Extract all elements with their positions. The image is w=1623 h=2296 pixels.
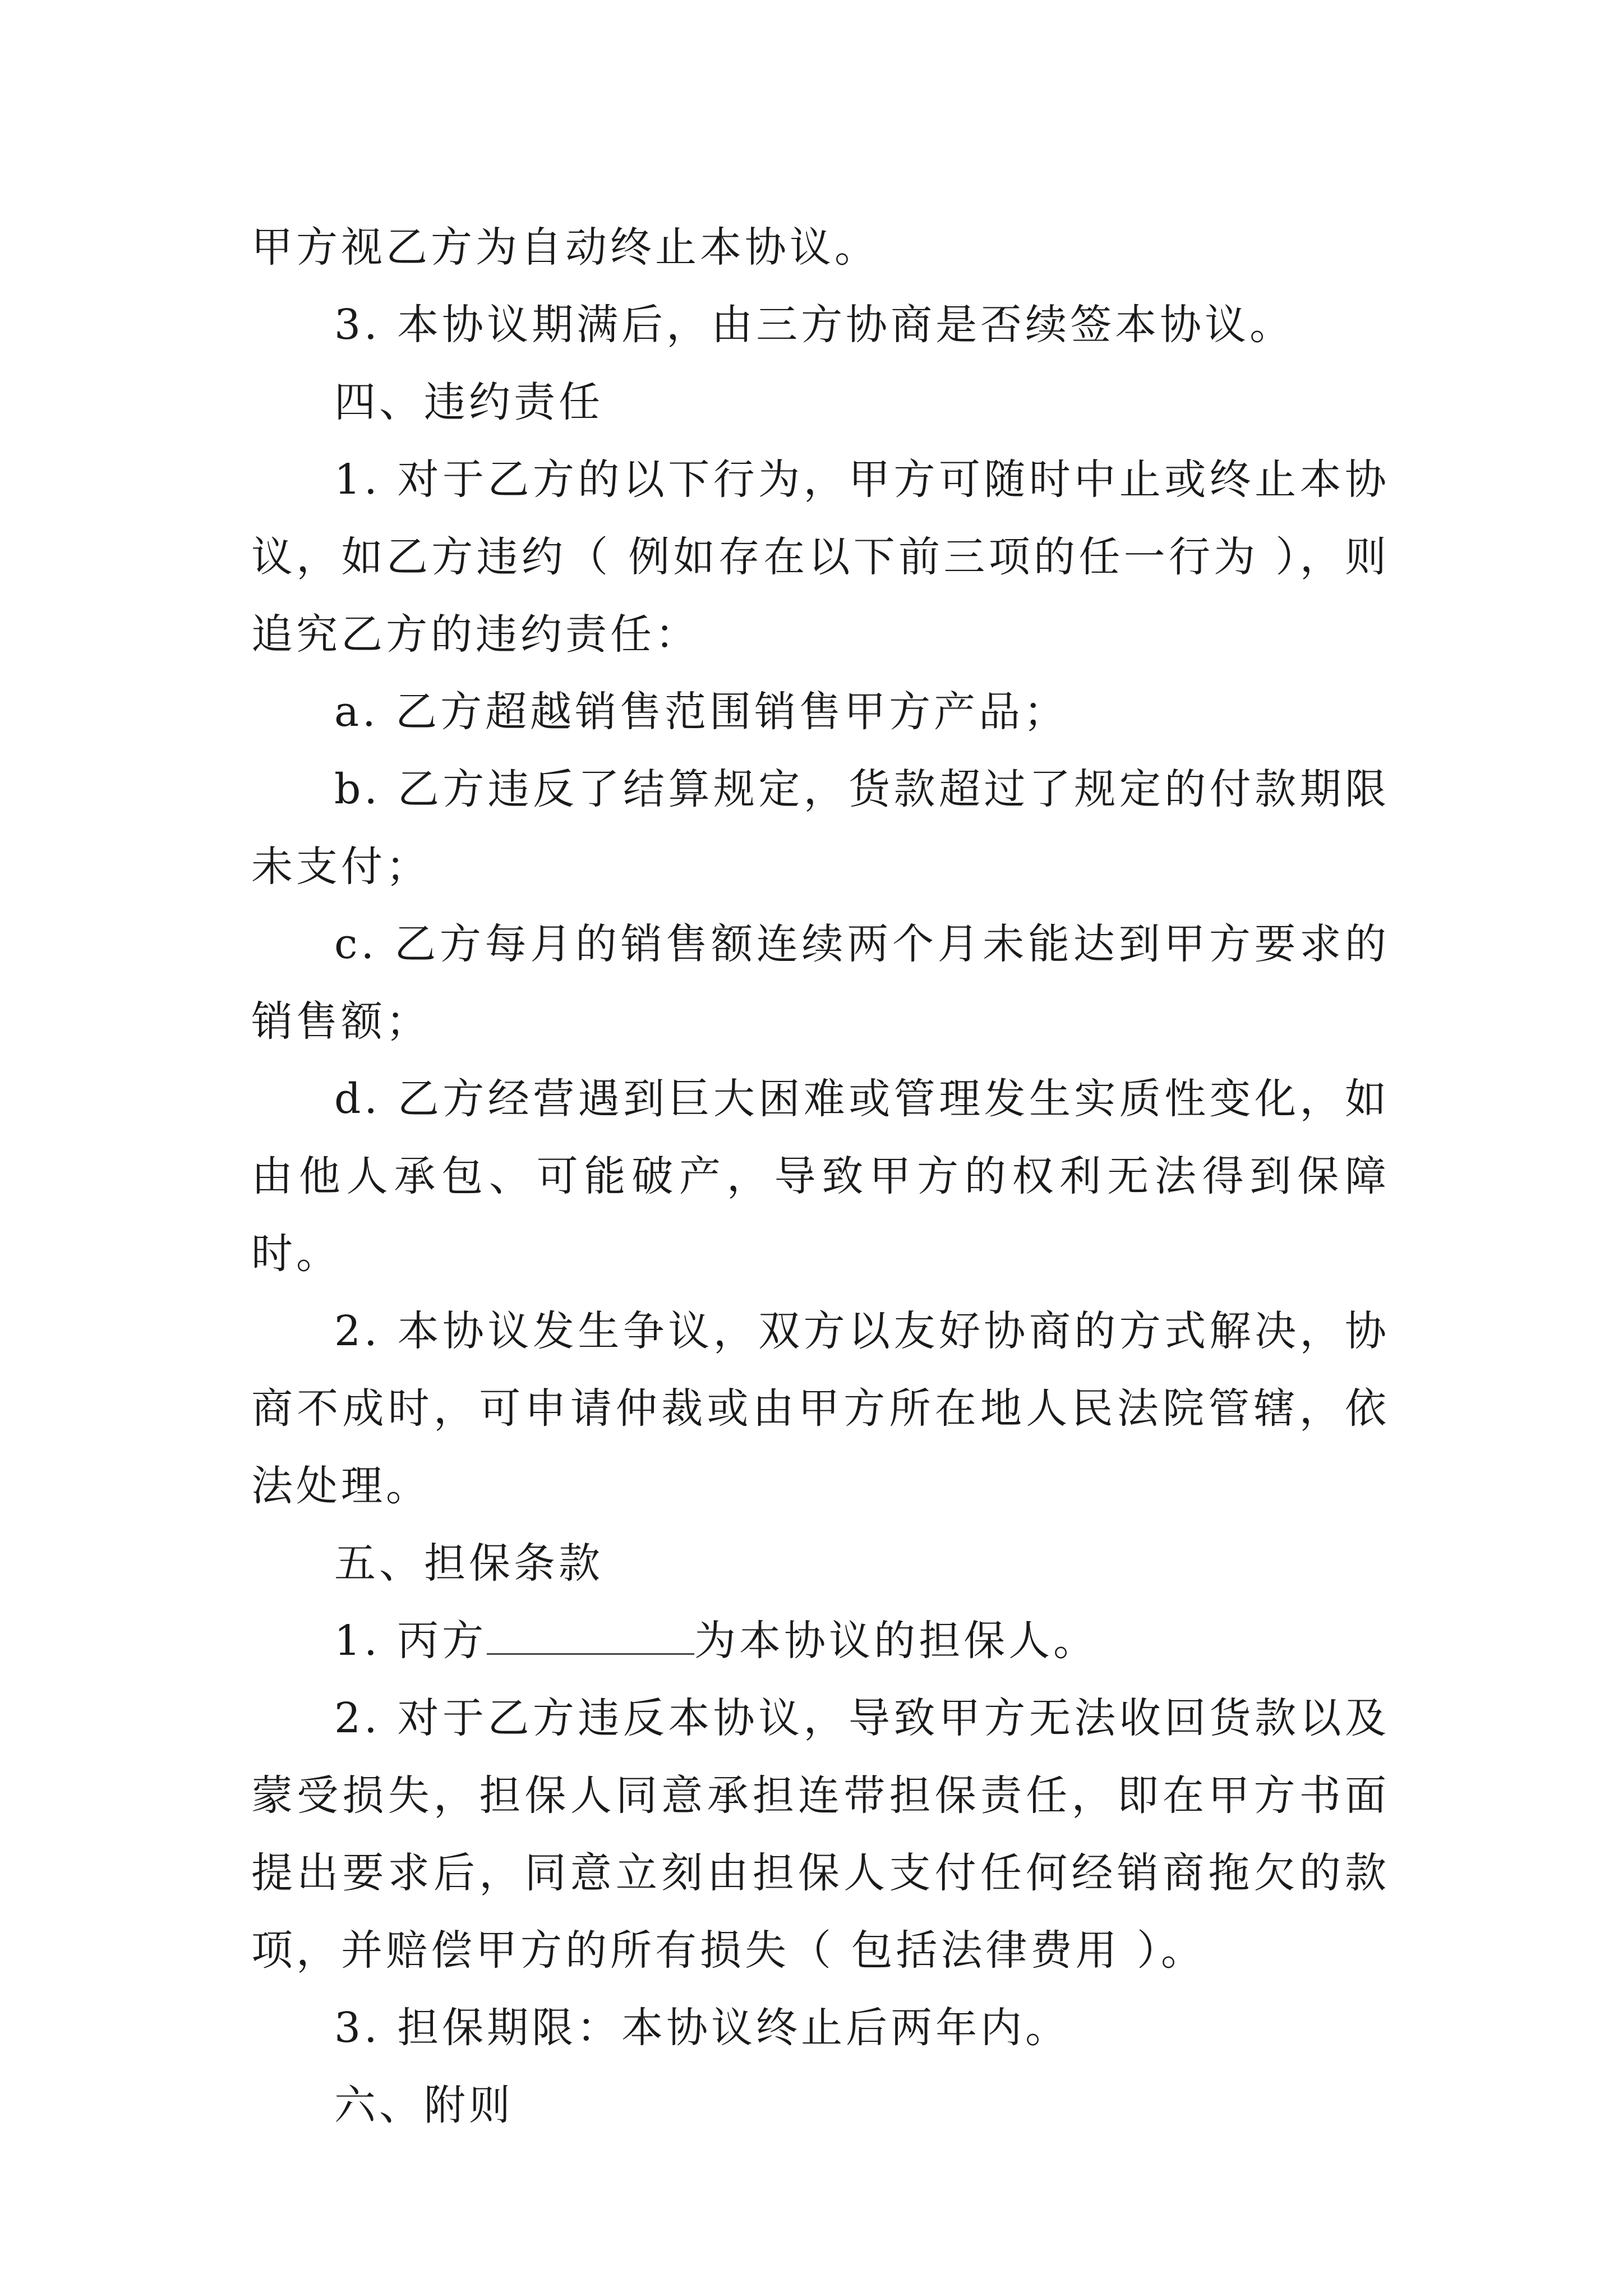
list-item-b: b. 乙方违反了结算规定，货款超过了规定的付款期限未支付； (251, 765, 1390, 891)
paragraph-guarantor (251, 1602, 1390, 1680)
section-heading-liability: 四、违约责任 (334, 378, 603, 426)
list-item-c: c. 乙方每月的销售额连续两个月未能达到甲方要求的销售额； (251, 920, 1390, 1046)
paragraph-renewal-clause: 3. 本协议期满后，由三方协商是否续签本协议。 (334, 301, 1295, 349)
guarantor-prefix: 1. 丙方 (334, 1617, 487, 1665)
guarantor-blank-line (487, 1609, 694, 1655)
guarantor-suffix: 为本协议的担保人。 (694, 1617, 1099, 1665)
list-item-a: a. 乙方超越销售范围销售甲方产品； (334, 688, 1069, 736)
paragraph-guarantee-period: 3. 担保期限：本协议终止后两年内。 (334, 2004, 1071, 2052)
section-heading-guarantee: 五、担保条款 (334, 1539, 603, 1588)
paragraph-liability-intro: 1. 对于乙方的以下行为，甲方可随时中止或终止本协议，如乙方违约（ 例如存在以下前三项的任一行为 ），则追究乙方的违约责任： (251, 455, 1390, 659)
paragraph-guarantee-liability: 2. 对于乙方违反本协议，导致甲方无法收回货款以及蒙受损失，担保人同意承担连带担保责任，即在甲方书面提出要求后，同意立刻由担保人支付任何经销商拖欠的款项，并赔偿甲方的所有损失（ 包括法律费用 ）。 (251, 1694, 1390, 1975)
paragraph-dispute-resolution: 2. 本协议发生争议，双方以友好协商的方式解决，协商不成时，可申请仲裁或由甲方所在地人民法院管辖，依法处理。 (251, 1307, 1390, 1510)
paragraph-termination-clause: 甲方视乙方为自动终止本协议。 (251, 223, 879, 272)
section-heading-supplementary: 六、附则 (334, 2081, 514, 2129)
list-item-d: d. 乙方经营遇到巨大困难或管理发生实质性变化，如由他人承包、可能破产，导致甲方的权利无法得到保障时。 (251, 1075, 1390, 1278)
document-body (251, 209, 1390, 2144)
